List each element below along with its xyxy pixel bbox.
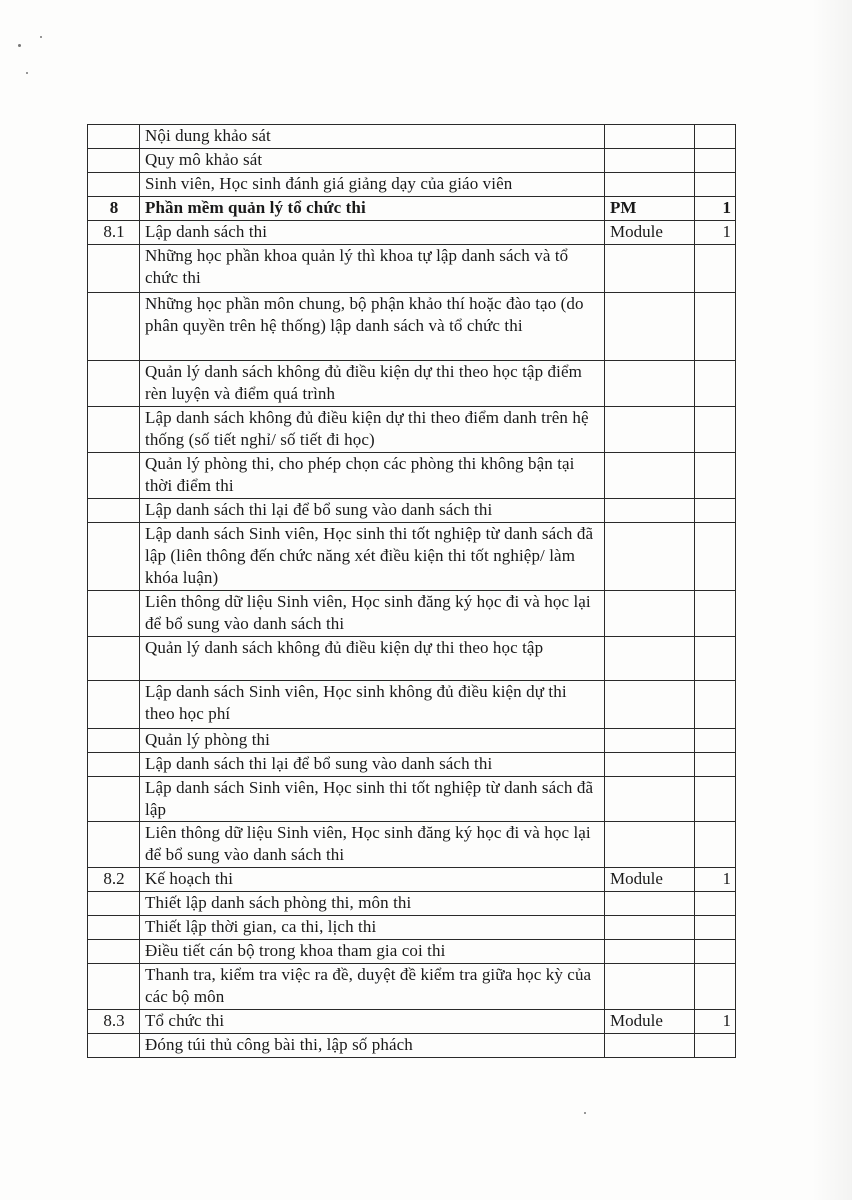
row-quantity-cell bbox=[695, 407, 736, 453]
row-quantity-cell bbox=[695, 729, 736, 753]
table-row bbox=[88, 125, 736, 149]
row-description-cell: Những học phần khoa quản lý thì khoa tự lập danh sách và tổ chức thi bbox=[140, 245, 605, 293]
table-row bbox=[88, 245, 736, 293]
row-description-cell: Quản lý danh sách không đủ điều kiện dự thi theo học tập bbox=[140, 637, 605, 681]
row-quantity-cell bbox=[695, 940, 736, 964]
row-quantity-cell bbox=[695, 1034, 736, 1058]
row-unit-cell bbox=[605, 637, 695, 681]
row-unit-cell bbox=[605, 1034, 695, 1058]
row-number-cell bbox=[88, 245, 140, 293]
row-description-cell: Liên thông dữ liệu Sinh viên, Học sinh đăng ký học đi và học lại để bổ sung vào danh sách thi bbox=[140, 591, 605, 637]
row-number-cell bbox=[88, 361, 140, 407]
row-description-cell: Phần mềm quản lý tổ chức thi bbox=[140, 197, 605, 221]
table-row bbox=[88, 293, 736, 361]
row-number-cell: 8.3 bbox=[88, 1010, 140, 1034]
row-unit-cell: Module bbox=[605, 868, 695, 892]
table-row bbox=[88, 916, 736, 940]
row-number-cell bbox=[88, 892, 140, 916]
row-quantity-cell bbox=[695, 173, 736, 197]
row-number-cell bbox=[88, 1034, 140, 1058]
row-number-cell bbox=[88, 637, 140, 681]
table-row bbox=[88, 221, 736, 245]
row-number-cell bbox=[88, 681, 140, 729]
row-number-cell bbox=[88, 753, 140, 777]
row-quantity-cell bbox=[695, 822, 736, 868]
row-unit-cell bbox=[605, 361, 695, 407]
table-row bbox=[88, 173, 736, 197]
row-description-cell: Thiết lập thời gian, ca thi, lịch thi bbox=[140, 916, 605, 940]
table-row bbox=[88, 892, 736, 916]
row-description-cell: Lập danh sách Sinh viên, Học sinh thi tốt nghiệp từ danh sách đã lập (liên thông đến chức năng xét điều kiện thi tốt nghiệp/ làm khóa luận) bbox=[140, 523, 605, 591]
row-number-cell bbox=[88, 777, 140, 822]
row-description-cell: Lập danh sách thi bbox=[140, 221, 605, 245]
row-number-cell bbox=[88, 125, 140, 149]
row-description-cell: Lập danh sách Sinh viên, Học sinh không đủ điều kiện dự thi theo học phí bbox=[140, 681, 605, 729]
row-number-cell bbox=[88, 173, 140, 197]
row-description-cell: Những học phần môn chung, bộ phận khảo thí hoặc đào tạo (do phân quyền trên hệ thống) lập danh sách và tổ chức thi bbox=[140, 293, 605, 361]
row-description-cell: Lập danh sách Sinh viên, Học sinh thi tốt nghiệp từ danh sách đã lập bbox=[140, 777, 605, 822]
row-unit-cell bbox=[605, 729, 695, 753]
row-description-cell: Thiết lập danh sách phòng thi, môn thi bbox=[140, 892, 605, 916]
row-quantity-cell: 1 bbox=[695, 197, 736, 221]
table-row bbox=[88, 407, 736, 453]
row-description-cell: Quản lý phòng thi, cho phép chọn các phòng thi không bận tại thời điểm thi bbox=[140, 453, 605, 499]
row-description-cell: Lập danh sách không đủ điều kiện dự thi theo điểm danh trên hệ thống (số tiết nghỉ/ số tiết đi học) bbox=[140, 407, 605, 453]
row-unit-cell bbox=[605, 245, 695, 293]
row-quantity-cell bbox=[695, 892, 736, 916]
row-unit-cell bbox=[605, 293, 695, 361]
row-unit-cell bbox=[605, 916, 695, 940]
row-number-cell bbox=[88, 293, 140, 361]
row-unit-cell bbox=[605, 681, 695, 729]
row-unit-cell: Module bbox=[605, 221, 695, 245]
row-number-cell bbox=[88, 964, 140, 1010]
page-edge-shadow bbox=[812, 0, 852, 1200]
row-number-cell: 8.1 bbox=[88, 221, 140, 245]
row-unit-cell bbox=[605, 499, 695, 523]
table-row bbox=[88, 591, 736, 637]
table-row bbox=[88, 868, 736, 892]
row-quantity-cell: 1 bbox=[695, 221, 736, 245]
row-description-cell: Quản lý danh sách không đủ điều kiện dự thi theo học tập điểm rèn luyện và điểm quá trình bbox=[140, 361, 605, 407]
table-row bbox=[88, 681, 736, 729]
table-row bbox=[88, 499, 736, 523]
row-unit-cell bbox=[605, 940, 695, 964]
table-row bbox=[88, 964, 736, 1010]
row-description-cell: Liên thông dữ liệu Sinh viên, Học sinh đăng ký học đi và học lại để bổ sung vào danh sách thi bbox=[140, 822, 605, 868]
row-quantity-cell bbox=[695, 125, 736, 149]
scan-speck bbox=[40, 36, 42, 38]
row-number-cell bbox=[88, 591, 140, 637]
row-number-cell bbox=[88, 149, 140, 173]
row-unit-cell bbox=[605, 777, 695, 822]
row-unit-cell bbox=[605, 753, 695, 777]
row-unit-cell bbox=[605, 407, 695, 453]
row-unit-cell bbox=[605, 892, 695, 916]
row-quantity-cell bbox=[695, 293, 736, 361]
row-number-cell bbox=[88, 940, 140, 964]
row-description-cell: Nội dung khảo sát bbox=[140, 125, 605, 149]
scan-speck bbox=[26, 72, 28, 74]
row-number-cell: 8 bbox=[88, 197, 140, 221]
row-description-cell: Thanh tra, kiểm tra việc ra đề, duyệt đề kiểm tra giữa học kỳ của các bộ môn bbox=[140, 964, 605, 1010]
row-quantity-cell bbox=[695, 453, 736, 499]
row-unit-cell: PM bbox=[605, 197, 695, 221]
row-quantity-cell bbox=[695, 499, 736, 523]
row-quantity-cell bbox=[695, 916, 736, 940]
row-description-cell: Sinh viên, Học sinh đánh giá giảng dạy của giáo viên bbox=[140, 173, 605, 197]
scan-speck bbox=[584, 1112, 586, 1114]
row-number-cell bbox=[88, 453, 140, 499]
table-row bbox=[88, 777, 736, 822]
row-description-cell: Lập danh sách thi lại để bổ sung vào danh sách thi bbox=[140, 499, 605, 523]
row-quantity-cell bbox=[695, 591, 736, 637]
row-number-cell bbox=[88, 407, 140, 453]
row-quantity-cell bbox=[695, 777, 736, 822]
scan-speck bbox=[18, 44, 21, 47]
row-quantity-cell bbox=[695, 681, 736, 729]
table-row bbox=[88, 523, 736, 591]
table-row bbox=[88, 1010, 736, 1034]
row-unit-cell bbox=[605, 125, 695, 149]
row-unit-cell bbox=[605, 149, 695, 173]
row-quantity-cell bbox=[695, 753, 736, 777]
requirements-table-body bbox=[88, 125, 736, 1058]
row-description-cell: Quy mô khảo sát bbox=[140, 149, 605, 173]
row-quantity-cell bbox=[695, 245, 736, 293]
table-row bbox=[88, 729, 736, 753]
row-quantity-cell bbox=[695, 523, 736, 591]
row-number-cell: 8.2 bbox=[88, 868, 140, 892]
table-row bbox=[88, 637, 736, 681]
row-unit-cell bbox=[605, 453, 695, 499]
row-unit-cell bbox=[605, 591, 695, 637]
row-unit-cell bbox=[605, 523, 695, 591]
row-number-cell bbox=[88, 499, 140, 523]
table-row bbox=[88, 149, 736, 173]
row-number-cell bbox=[88, 916, 140, 940]
row-unit-cell bbox=[605, 822, 695, 868]
row-quantity-cell: 1 bbox=[695, 868, 736, 892]
row-quantity-cell: 1 bbox=[695, 1010, 736, 1034]
row-description-cell: Điều tiết cán bộ trong khoa tham gia coi thi bbox=[140, 940, 605, 964]
row-quantity-cell bbox=[695, 964, 736, 1010]
row-unit-cell: Module bbox=[605, 1010, 695, 1034]
row-number-cell bbox=[88, 822, 140, 868]
table-row bbox=[88, 1034, 736, 1058]
row-description-cell: Tổ chức thi bbox=[140, 1010, 605, 1034]
table-row bbox=[88, 197, 736, 221]
row-description-cell: Đóng túi thủ công bài thi, lập số phách bbox=[140, 1034, 605, 1058]
table-row bbox=[88, 822, 736, 868]
requirements-table bbox=[87, 124, 736, 1058]
row-unit-cell bbox=[605, 173, 695, 197]
table-row bbox=[88, 753, 736, 777]
row-description-cell: Kế hoạch thi bbox=[140, 868, 605, 892]
table-row bbox=[88, 361, 736, 407]
row-quantity-cell bbox=[695, 637, 736, 681]
table-row bbox=[88, 453, 736, 499]
row-description-cell: Lập danh sách thi lại để bổ sung vào danh sách thi bbox=[140, 753, 605, 777]
row-number-cell bbox=[88, 523, 140, 591]
row-number-cell bbox=[88, 729, 140, 753]
row-description-cell: Quản lý phòng thi bbox=[140, 729, 605, 753]
row-unit-cell bbox=[605, 964, 695, 1010]
table-row bbox=[88, 940, 736, 964]
row-quantity-cell bbox=[695, 361, 736, 407]
row-quantity-cell bbox=[695, 149, 736, 173]
